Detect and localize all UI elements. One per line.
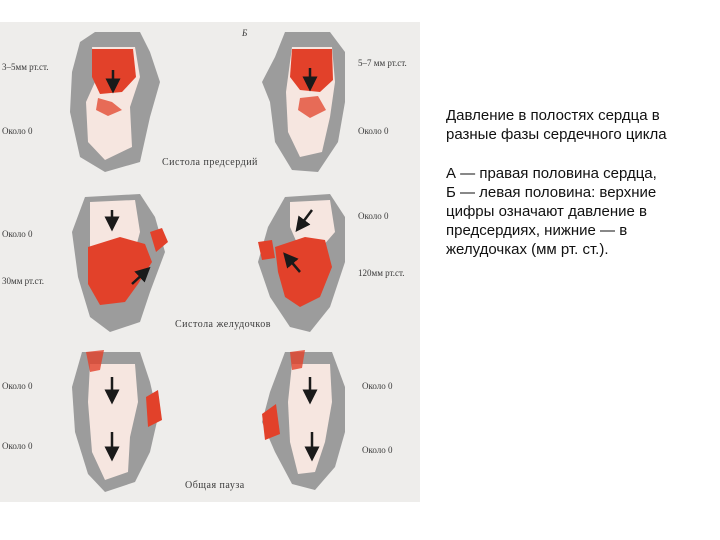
row3-left-bottom-label: Около 0: [2, 441, 33, 451]
description-right-half: А — правая половина сердца,: [446, 165, 657, 182]
heart-left-atrial-systole: [70, 32, 160, 172]
row1-left-bottom-label: Около 0: [2, 126, 33, 136]
heart-right-ventricular-systole: [258, 194, 345, 332]
heart-left-ventricular-systole: [72, 194, 168, 332]
row1-caption: Систола предсердий: [162, 157, 258, 168]
row2-left-bottom-label: 30мм рт.ст.: [2, 276, 45, 286]
heart-right-atrial-systole: [262, 32, 345, 172]
heart-left-general-pause: [72, 350, 162, 492]
row2-caption: Систола желудочков: [175, 319, 272, 330]
row3-caption: Общая пауза: [185, 480, 245, 491]
description-left-half: Б — левая половина: верхние цифры означают давление в предсердиях, нижние — в желудочках (мм рт. ст.).: [446, 184, 657, 258]
row2-left-top-label: Около 0: [2, 229, 33, 239]
heart-diagram-svg: [0, 22, 420, 502]
row2-right-bottom-label: 120мм рт.ст.: [358, 268, 405, 278]
description-panel: [446, 106, 706, 259]
heart-right-general-pause: [262, 350, 345, 490]
row3-right-bottom-label: Около 0: [362, 445, 393, 455]
row1-left-top-label: 3–5мм рт.ст.: [2, 62, 49, 72]
row1-right-bottom-label: Около 0: [358, 126, 389, 136]
row2-right-top-label: Около 0: [358, 211, 389, 221]
row3-left-top-label: Около 0: [2, 381, 33, 391]
heart-pressure-figure: [0, 22, 420, 502]
row1-right-top-label: 5–7 мм рт.ст.: [358, 58, 407, 68]
row3-right-top-label: Около 0: [362, 381, 393, 391]
description-title: Давление в полостях сердца в разные фазы сердечного цикла: [446, 107, 667, 143]
figure-letter: Б: [242, 28, 248, 38]
